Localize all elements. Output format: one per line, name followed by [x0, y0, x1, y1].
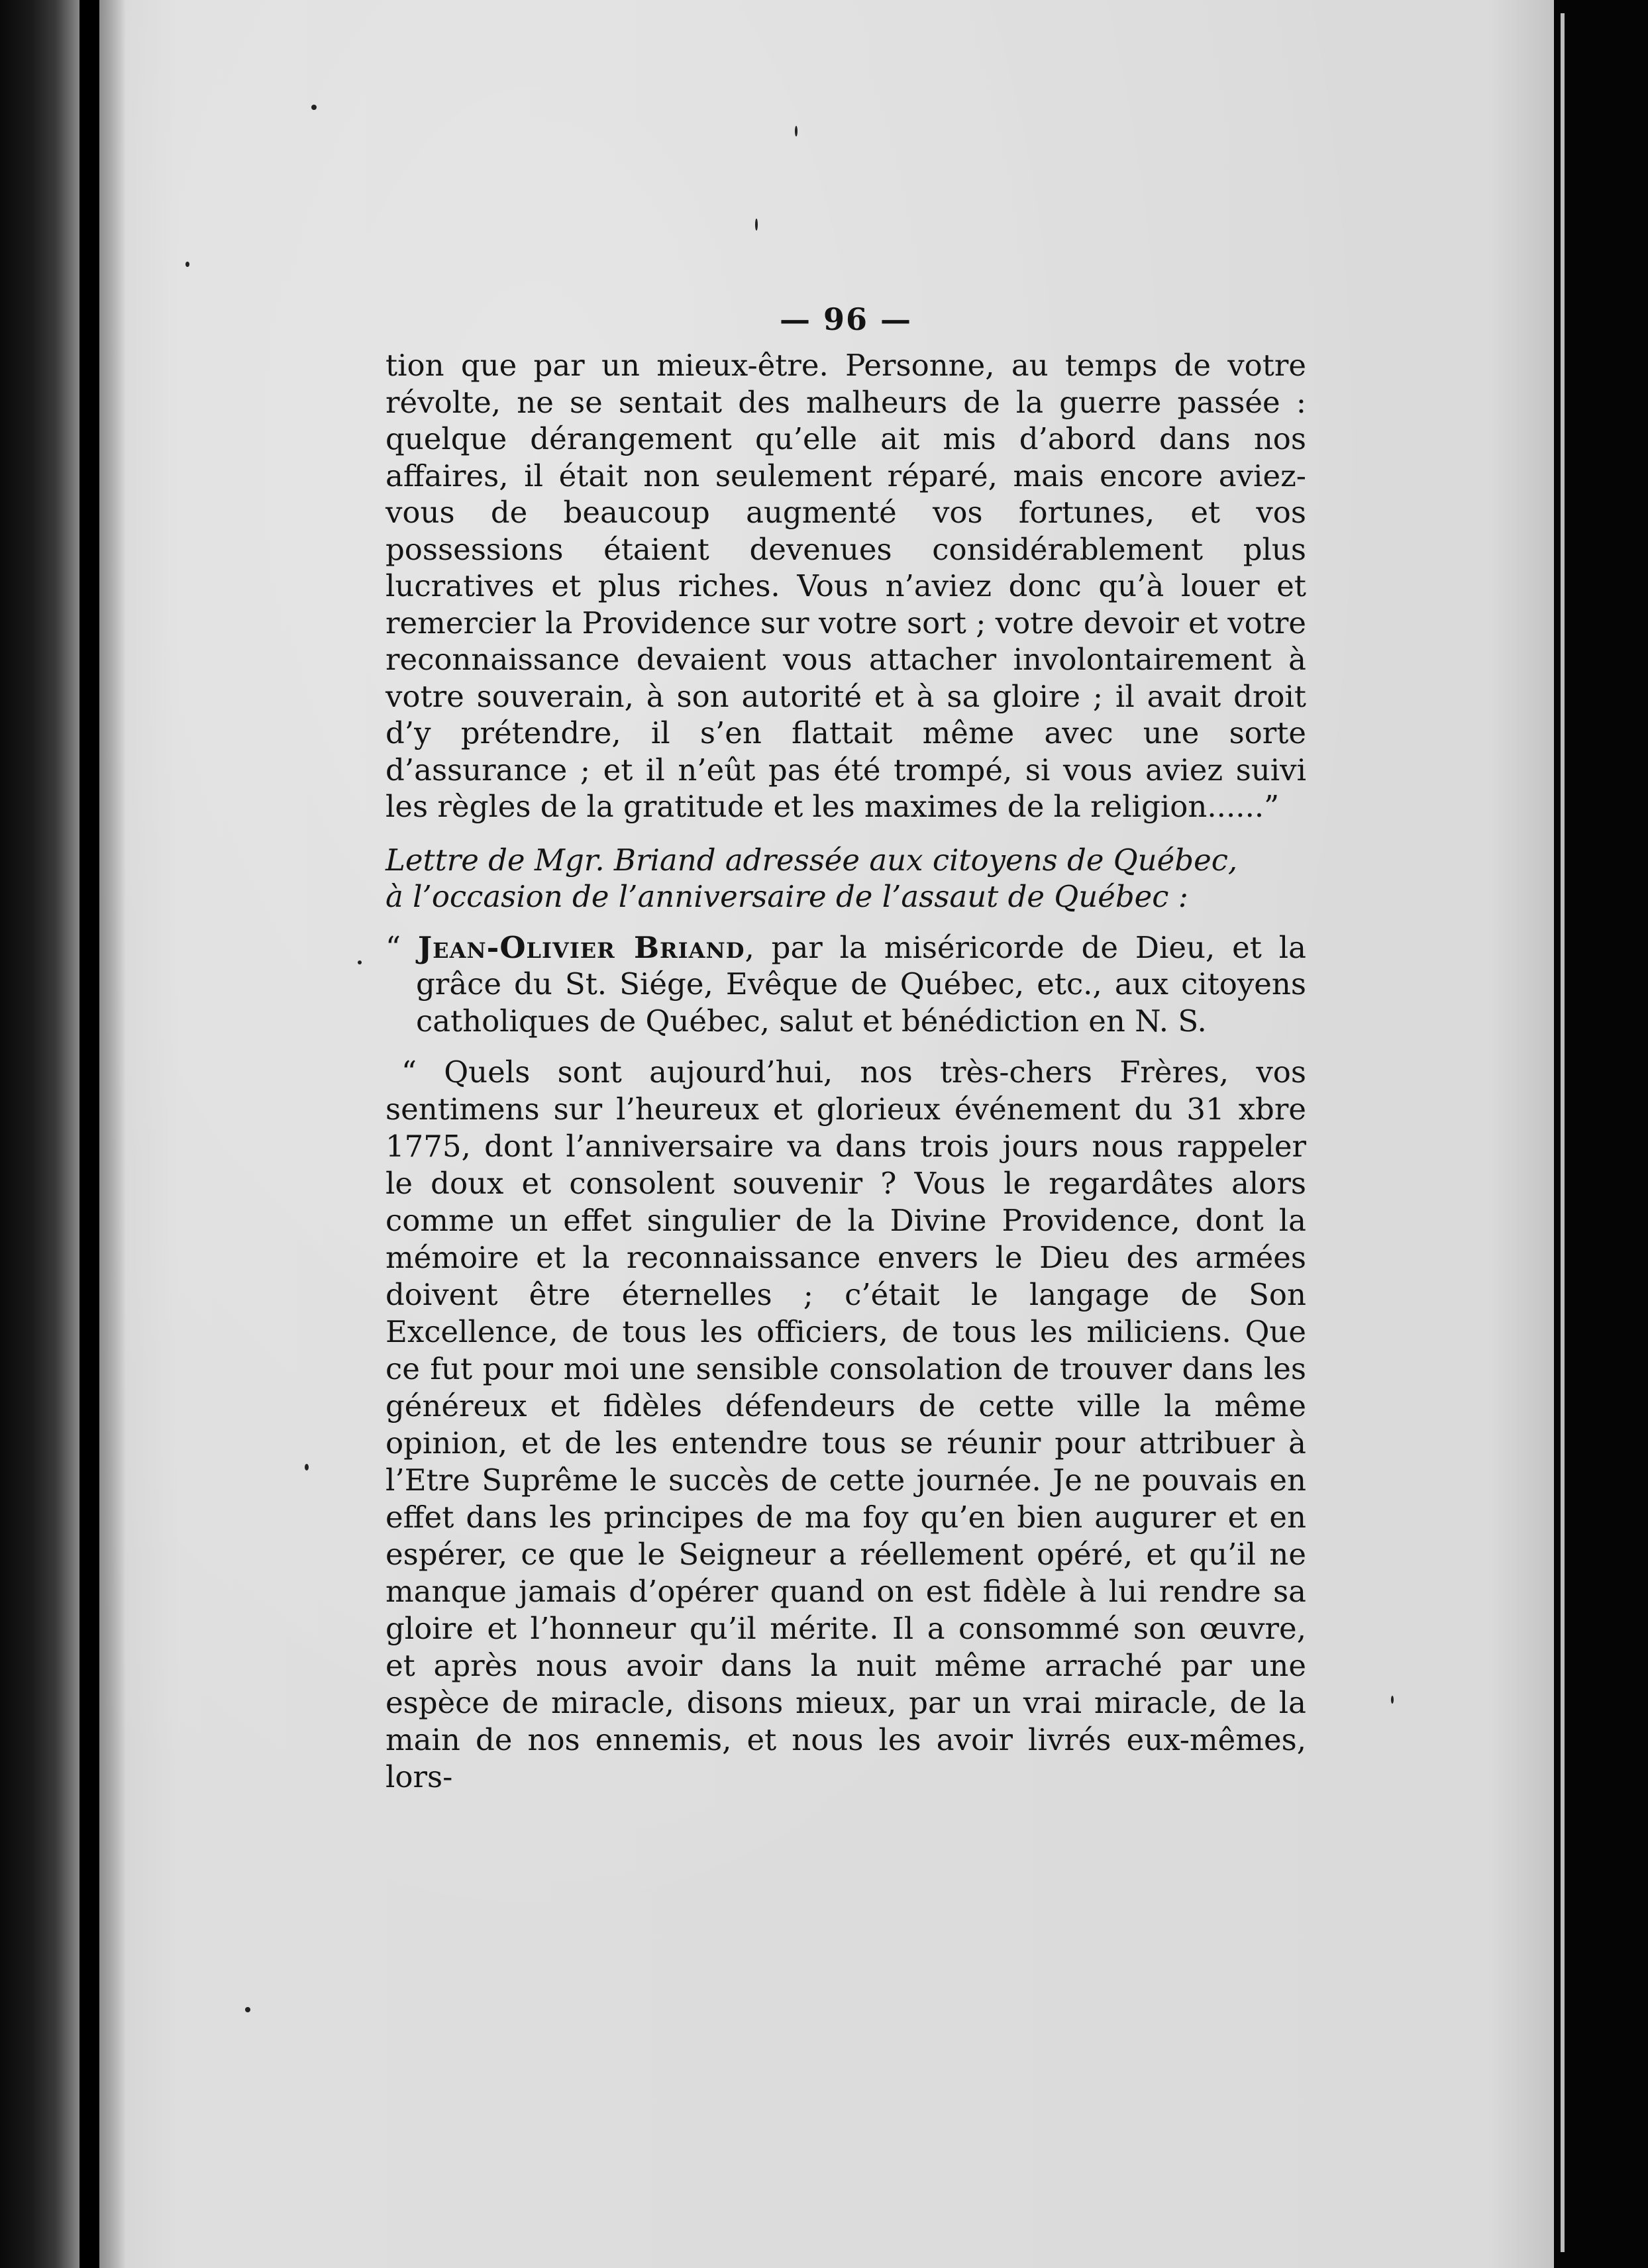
next-page-edge — [1561, 13, 1565, 2252]
page-gutter-shadow — [99, 0, 126, 2268]
bishop-name: Jean-Olivier Briand — [417, 929, 745, 965]
body-paragraph-2: “ Quels sont aujourd’hui, nos très-chers Frères, vos sentimens sur l’heureux et glorieux événement du 31 xbre 1775, dont l’anniversaire va dans trois jours nous rappeler le doux et consolent souvenir ? Vous le regardâtes alors comme un effet singulier de la Divine Providence, dont la mémoire et la reconnaissance envers le Dieu des armées doivent être éternelles ; c’était le langage de Son Excellence, de tous les officiers, de tous les miliciens. Que ce fut pour moi une sensible consolation de trouver dans les généreux et fidèles défendeurs de cette ville la même opinion, et de les entendre tous se réunir pour attribuer à l’Etre Suprême le succès de cette journée. Je ne pouvais en effet dans les principes de ma foy qu’en bien augurer et en espérer, ce que le Seigneur a réellement opéré, et qu’il ne manque jamais d’opérer quand on est fidèle à lui rendre sa gloire et l’honneur qu’il mérite. Il a consommé son œuvre, et après nous avoir dans la nuit même arraché par une espèce de miracle, disons mieux, par un vrai miracle, de la main de nos ennemis, et nous les avoir livrés eux-mêmes, lors- — [386, 1055, 1306, 1794]
letter-salutation — [386, 929, 1306, 1040]
letter-heading — [386, 842, 1306, 915]
page-text — [386, 291, 1306, 1796]
salutation-text: , par la miséricorde de Dieu, et la grâce du St. Siége, Evêque de Québec, etc., aux citoyens catholiques de Québec, salut et bénédiction en N. S. — [416, 929, 1306, 1039]
letter-heading-line-1: Lettre de Mgr. Briand adressée aux citoyens de Québec, — [386, 842, 1238, 878]
letter-heading-line-2: à l’occasion de l’anniversaire de l’assaut de Québec : — [386, 878, 1188, 914]
page-number: — 96 — — [779, 301, 913, 337]
scan-right-edge — [1554, 0, 1648, 2268]
salutation-open-quote: “ — [386, 929, 418, 965]
body-paragraph-1: tion que par un mieux-être. Personne, au temps de votre révolte, ne se sentait des malheurs de la guerre passée : quelque dérangement qu’elle ait mis d’abord dans nos affaires, il était non seulement réparé, mais encore aviez-vous de beaucoup augmenté vos fortunes, et vos possessions étaient devenues considérablement plus lucratives et plus riches. Vous n’aviez donc qu’à louer et remercier la Providence sur votre sort ; votre devoir et votre reconnaissance devaient vous attacher involontairement à votre souverain, à son autorité et à sa gloire ; il avait droit d’y prétendre, il s’en flattait même avec une sorte d’assurance ; et il n’eût pas été trompé, si vous aviez suivi les règles de la gratitude et les maximes de la religion......” — [386, 348, 1306, 824]
scan-left-edge — [0, 0, 79, 2268]
